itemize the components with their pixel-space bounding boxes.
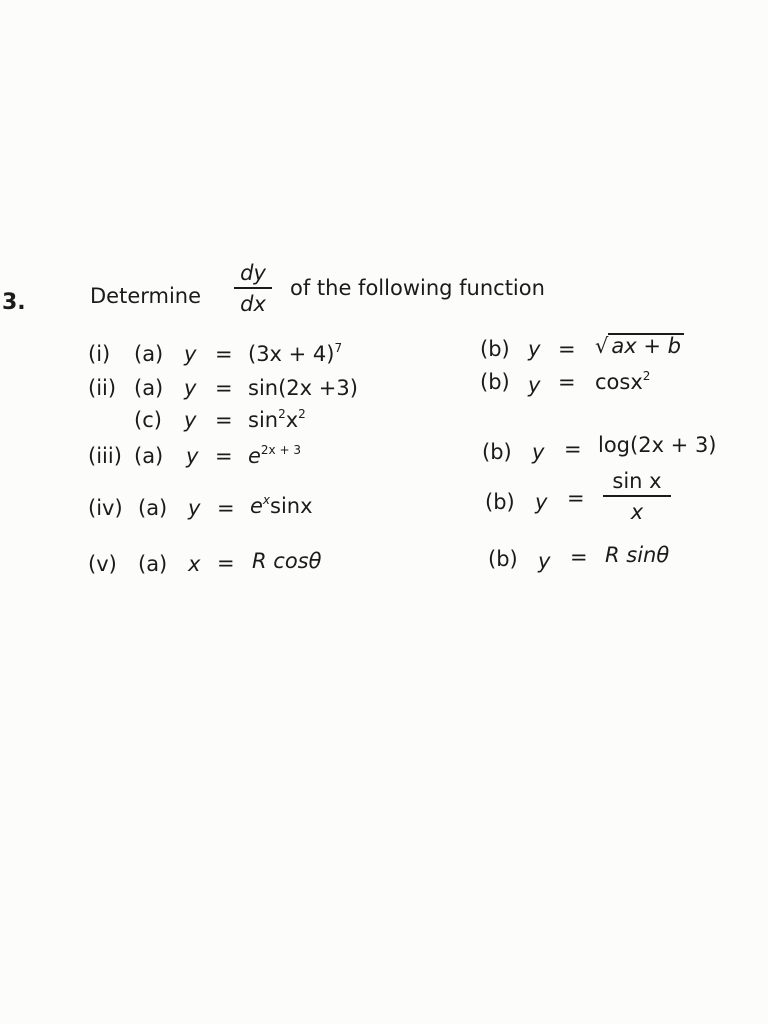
row-iii-a-label: (a) — [134, 444, 164, 468]
sqrt-sign: √ — [595, 334, 609, 358]
row-ii-label: (ii) — [88, 376, 117, 400]
row-v-a-equals: = — [217, 551, 235, 575]
row-ii-c-exponent-2: 2 — [298, 407, 306, 421]
row-i-a-equals: = — [215, 342, 233, 366]
question-intro-continuation: of the following function — [290, 276, 545, 300]
row-v-a-label: (a) — [138, 552, 168, 576]
row-ii-c-sin: sin — [248, 408, 279, 432]
row-iii-a-base: e — [248, 444, 261, 468]
row-i-a-expression — [248, 341, 343, 366]
row-ii-c-expression — [248, 407, 306, 432]
row-ii-b-base: cosx — [595, 370, 643, 394]
row-i-b-radicand: ax + b — [608, 333, 684, 357]
row-ii-a-expression: sin(2x +3) — [248, 376, 358, 400]
row-i-label: (i) — [88, 342, 111, 366]
row-ii-a-equals: = — [215, 376, 233, 400]
row-i-a-variable: y — [184, 342, 197, 366]
row-iv-b-label: (b) — [485, 490, 515, 514]
row-iii-a-equals: = — [215, 444, 233, 468]
row-v-b-variable: y — [538, 549, 551, 573]
row-iv-a-variable: y — [188, 496, 201, 520]
row-i-b-label: (b) — [480, 337, 510, 361]
row-i-a-exponent: 7 — [334, 341, 343, 355]
row-i-b-equals: = — [558, 337, 576, 361]
row-ii-c-label: (c) — [134, 408, 162, 432]
row-v-b-label: (b) — [488, 547, 518, 571]
row-v-a-expression: R cosθ — [252, 549, 322, 573]
fraction-bar — [234, 287, 272, 289]
row-iv-label: (iv) — [88, 496, 123, 520]
row-i-b-variable: y — [528, 337, 541, 361]
row-iv-a-base: e — [250, 494, 263, 518]
row-iii-label: (iii) — [88, 444, 122, 468]
row-iv-a-expression — [250, 493, 313, 518]
row-ii-b-exponent: 2 — [642, 369, 651, 383]
row-i-a-label: (a) — [134, 342, 164, 366]
row-ii-c-x: x — [285, 408, 299, 432]
row-ii-b-variable: y — [528, 373, 541, 397]
row-iv-a-label: (a) — [138, 496, 168, 520]
row-v-label: (v) — [88, 552, 117, 576]
row-v-b-expression: R sinθ — [605, 543, 670, 567]
row-iv-b-numerator: sin x — [612, 469, 662, 493]
row-v-b-equals: = — [570, 545, 588, 569]
row-iv-a-sin: sinx — [270, 494, 313, 518]
row-ii-a-label: (a) — [134, 376, 164, 400]
row-iii-b-equals: = — [564, 437, 582, 461]
derivative-denominator: dx — [240, 292, 266, 317]
question-intro-text: Determine — [90, 284, 202, 308]
row-iii-b-label: (b) — [482, 440, 512, 464]
row-iv-b-fraction — [603, 470, 671, 523]
derivative-numerator: dy — [240, 261, 266, 285]
row-ii-a-variable: y — [184, 376, 197, 400]
row-iv-b-variable: y — [535, 490, 548, 514]
row-iii-b-variable: y — [532, 440, 545, 464]
row-ii-b-label: (b) — [480, 370, 510, 394]
row-iv-b-equals: = — [567, 486, 585, 510]
row-ii-b-equals: = — [558, 370, 576, 394]
row-iii-a-variable: y — [186, 444, 199, 468]
derivative-fraction — [234, 262, 272, 315]
row-iv-a-exponent: x — [262, 493, 271, 507]
row-i-b-sqrt — [595, 333, 684, 357]
question-number: 3. — [2, 290, 26, 315]
row-iv-b-denominator: x — [630, 500, 644, 525]
row-i-a-base: (3x + 4) — [248, 342, 335, 366]
fraction-bar — [603, 495, 671, 497]
row-iii-a-exponent: 2x + 3 — [260, 443, 301, 457]
row-ii-c-equals: = — [215, 408, 233, 432]
row-iii-a-expression — [248, 443, 301, 468]
row-ii-c-exponent-1: 2 — [278, 407, 286, 421]
row-ii-c-variable: y — [184, 408, 197, 432]
row-iii-b-expression: log(2x + 3) — [598, 433, 717, 457]
row-iv-a-equals: = — [217, 496, 235, 520]
row-v-a-variable: x — [188, 552, 201, 576]
row-ii-b-expression — [595, 369, 651, 394]
